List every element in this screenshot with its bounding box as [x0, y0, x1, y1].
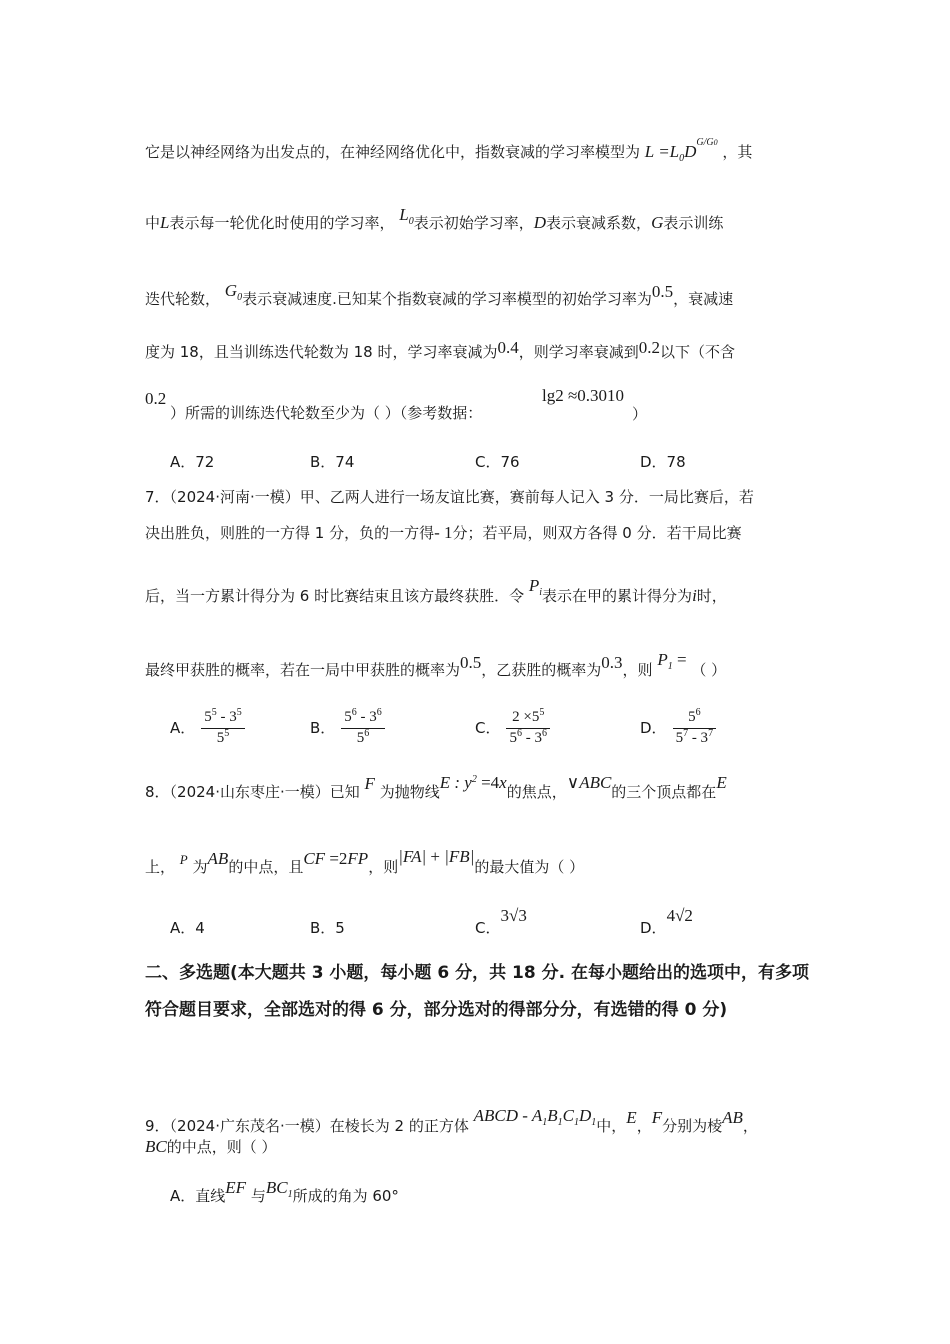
- q7-option-d[interactable]: D． $\frac{5^6}{5^7 - 3^7}$: [640, 708, 716, 749]
- q7-option-c[interactable]: C． $\frac{2 \times 5^5}{5^6 - 3^6}$: [475, 708, 550, 749]
- q6-line-1: 它是以神经网络为出发点的，在神经网络优化中，指数衰减的学习率模型为 $L =L_0D^{G/G0}$ ，其: [145, 137, 753, 164]
- formula-lr-model: $L =L_0D^{G/G0}$: [644, 137, 718, 164]
- q7-line-4: 最终甲获胜的概率，若在一局中甲获胜的概率为0.5，乙获胜的概率为0.3，则 $P_1$ = （ ）: [145, 650, 727, 679]
- q9-line-1: 9．（2024·广东茂名·一模）在棱长为 2 的正方体 ABCD - $A_1B_1C_1D_1$中，E，F分别为棱AB，: [145, 1106, 758, 1135]
- formula-fa-fb: |FA| + |FB|: [398, 847, 475, 866]
- q8-option-d[interactable]: D．4√2: [640, 906, 693, 937]
- fraction-c: $\frac{2 \times 5^5}{5^6 - 3^6}$: [506, 708, 550, 749]
- q6-option-c[interactable]: C．76: [475, 453, 520, 471]
- formula-cf-2fp: CF =2FP: [303, 849, 369, 868]
- q7-option-a[interactable]: A． $\frac{5^5 - 3^5}{5^5}$: [170, 708, 245, 749]
- q6-option-a[interactable]: A．72: [170, 453, 215, 471]
- fraction-d: $\frac{5^6}{5^7 - 3^7}$: [673, 708, 717, 749]
- formula-parabola: E : $y^2 =4x$: [439, 773, 507, 792]
- q8-line-1: 8．（2024·山东枣庄·一模）已知 F 为抛物线E : $y^2 =4x$的焦点，∨ABC的三个顶点都在E: [145, 773, 727, 801]
- q6-line-2: 中L表示每一轮优化时使用的学习率， $L_0$表示初始学习率，D表示衰减系数，G表示训练: [145, 205, 724, 232]
- q9-option-a[interactable]: A．直线EF 与$BC_1$所成的角为 60°: [170, 1178, 399, 1205]
- q8-option-a[interactable]: A．4: [170, 919, 205, 937]
- fraction-a: $\frac{5^5 - 3^5}{5^5}$: [201, 708, 245, 749]
- q9-line-2: BC的中点，则（ ）: [145, 1137, 277, 1156]
- q7-line-2: 决出胜负，则胜的一方得 1 分，负的一方得- 1分；若平局，则双方各得 0 分．若干局比赛: [145, 523, 742, 542]
- q6-option-d[interactable]: D．78: [640, 453, 686, 471]
- q6-option-b[interactable]: B．74: [310, 453, 355, 471]
- q7-line-3: 后，当一方累计得分为 6 时比赛结束且该方最终获胜．令 $P_i$表示在甲的累计得分为i时，: [145, 576, 727, 605]
- q7-line-1: 7．（2024·河南·一模）甲、乙两人进行一场友谊比赛，赛前每人记入 3 分．一局比赛后，若: [145, 488, 754, 506]
- q6-line-5: ）所需的训练迭代轮数至少为（ ）（参考数据：: [170, 404, 483, 422]
- q6-line-4: 度为 18，且当训练迭代轮数为 18 时，学习率衰减为0.4，则学习率衰减到0.2以下（不含: [145, 338, 736, 361]
- triangle-abc: ∨ABC: [566, 773, 612, 792]
- section-title-multiple-choice: 二、多选题(本大题共 3 小题，每小题 6 分，共 18 分. 在每小题给出的选项中，有多项符合题目要求，全部选对的得 6 分，部分选对的得部分分，有选错的得 0 分): [145, 963, 809, 1020]
- q8-option-b[interactable]: B．5: [310, 919, 345, 937]
- q6-line-3: 迭代轮数， $G_0$表示衰减速度.已知某个指数衰减的学习率模型的初始学习率为0.5，衰减速: [145, 281, 734, 308]
- q8-line-2: 上， P 为AB的中点，且CF =2FP，则|FA| + |FB|的最大值为（ ）: [145, 847, 585, 876]
- q8-option-c[interactable]: C．3√3: [475, 906, 527, 937]
- fraction-b: $\frac{5^6 - 3^6}{5^6}$: [341, 708, 385, 749]
- q7-option-b[interactable]: B． $\frac{5^6 - 3^6}{5^6}$: [310, 708, 385, 749]
- formula-cube: ABCD - $A_1B_1C_1D_1$: [473, 1106, 597, 1128]
